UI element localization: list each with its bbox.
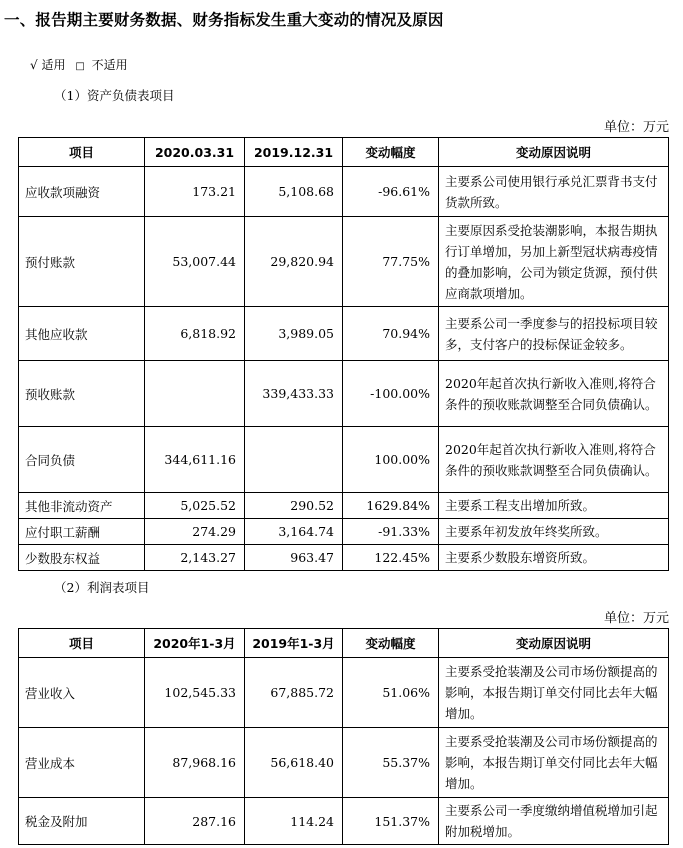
cell-item: 营业成本 <box>19 728 145 798</box>
cell-item: 少数股东权益 <box>19 545 145 571</box>
cell-item: 税金及附加 <box>19 798 145 845</box>
table-header-row <box>19 138 669 167</box>
cell-reason: 主要系少数股东增资所致。 <box>439 545 669 571</box>
header-previous: 2019年1-3月 <box>245 629 343 658</box>
cell-current: 5,025.52 <box>145 493 245 519</box>
checkmark-icon: √ <box>30 58 38 72</box>
applicability-options <box>30 56 128 73</box>
cell-change: -96.61% <box>343 167 439 217</box>
cell-previous: 5,108.68 <box>245 167 343 217</box>
applicable-label: 适用 <box>41 58 66 72</box>
table-row <box>19 545 669 571</box>
cell-current: 344,611.16 <box>145 427 245 493</box>
cell-previous: 114.24 <box>245 798 343 845</box>
table-header-row <box>19 629 669 658</box>
table-row <box>19 519 669 545</box>
cell-change: 51.06% <box>343 658 439 728</box>
cell-item: 其他非流动资产 <box>19 493 145 519</box>
cell-reason: 2020年起首次执行新收入准则,将符合条件的预收账款调整至合同负债确认。 <box>439 361 669 427</box>
cell-current: 102,545.33 <box>145 658 245 728</box>
checkbox-empty-icon: □ <box>75 61 85 72</box>
cell-current: 173.21 <box>145 167 245 217</box>
header-reason: 变动原因说明 <box>439 629 669 658</box>
cell-item: 应收款项融资 <box>19 167 145 217</box>
balance-sheet-table <box>18 137 669 571</box>
table-row <box>19 167 669 217</box>
cell-previous: 67,885.72 <box>245 658 343 728</box>
balance-sheet-subtitle: （1）资产负债表项目 <box>54 88 175 103</box>
table-row <box>19 217 669 307</box>
cell-item: 其他应收款 <box>19 307 145 361</box>
income-statement-table <box>18 628 669 845</box>
table-row <box>19 798 669 845</box>
cell-change: 151.37% <box>343 798 439 845</box>
cell-change: -100.00% <box>343 361 439 427</box>
cell-current: 87,968.16 <box>145 728 245 798</box>
header-item: 项目 <box>19 138 145 167</box>
cell-change: 70.94% <box>343 307 439 361</box>
table-row <box>19 658 669 728</box>
cell-previous: 963.47 <box>245 545 343 571</box>
table-row <box>19 307 669 361</box>
cell-previous: 3,989.05 <box>245 307 343 361</box>
cell-reason: 主要系受抢装潮及公司市场份额提高的影响，本报告期订单交付同比去年大幅增加。 <box>439 658 669 728</box>
table-row <box>19 728 669 798</box>
header-item: 项目 <box>19 629 145 658</box>
table-row <box>19 427 669 493</box>
cell-item: 营业收入 <box>19 658 145 728</box>
cell-previous: 3,164.74 <box>245 519 343 545</box>
cell-current: 6,818.92 <box>145 307 245 361</box>
cell-previous: 290.52 <box>245 493 343 519</box>
cell-current: 53,007.44 <box>145 217 245 307</box>
cell-reason: 主要系工程支出增加所致。 <box>439 493 669 519</box>
table-row <box>19 493 669 519</box>
cell-change: 55.37% <box>343 728 439 798</box>
cell-previous: 339,433.33 <box>245 361 343 427</box>
cell-change: -91.33% <box>343 519 439 545</box>
cell-change: 1629.84% <box>343 493 439 519</box>
cell-item: 预付账款 <box>19 217 145 307</box>
cell-reason: 主要系公司一季度缴纳增值税增加引起附加税增加。 <box>439 798 669 845</box>
cell-reason: 2020年起首次执行新收入准则,将符合条件的预收账款调整至合同负债确认。 <box>439 427 669 493</box>
cell-reason: 主要系公司使用银行承兑汇票背书支付货款所致。 <box>439 167 669 217</box>
cell-previous: 29,820.94 <box>245 217 343 307</box>
cell-change: 77.75% <box>343 217 439 307</box>
header-current: 2020.03.31 <box>145 138 245 167</box>
cell-current: 274.29 <box>145 519 245 545</box>
cell-reason: 主要原因系受抢装潮影响，本报告期执行订单增加，另加上新型冠状病毒疫情的叠加影响，公司为锁定货源，预付供应商款项增加。 <box>439 217 669 307</box>
income-statement-unit: 单位：万元 <box>603 611 669 626</box>
cell-change: 100.00% <box>343 427 439 493</box>
cell-current: 2,143.27 <box>145 545 245 571</box>
header-current: 2020年1-3月 <box>145 629 245 658</box>
cell-reason: 主要系公司一季度参与的招投标项目较多，支付客户的投标保证金较多。 <box>439 307 669 361</box>
cell-reason: 主要系年初发放年终奖所致。 <box>439 519 669 545</box>
header-previous: 2019.12.31 <box>245 138 343 167</box>
cell-current: 287.16 <box>145 798 245 845</box>
cell-item: 应付职工薪酬 <box>19 519 145 545</box>
cell-previous <box>245 427 343 493</box>
cell-reason: 主要系受抢装潮及公司市场份额提高的影响，本报告期订单交付同比去年大幅增加。 <box>439 728 669 798</box>
cell-item: 预收账款 <box>19 361 145 427</box>
table-row <box>19 361 669 427</box>
not-applicable-label: 不适用 <box>91 58 128 72</box>
cell-current <box>145 361 245 427</box>
page-heading: 一、报告期主要财务数据、财务指标发生重大变动的情况及原因 <box>4 11 444 29</box>
cell-item: 合同负债 <box>19 427 145 493</box>
income-statement-subtitle: （2）利润表项目 <box>54 580 150 595</box>
header-change: 变动幅度 <box>343 629 439 658</box>
header-reason: 变动原因说明 <box>439 138 669 167</box>
cell-previous: 56,618.40 <box>245 728 343 798</box>
balance-sheet-unit: 单位：万元 <box>603 120 669 135</box>
header-change: 变动幅度 <box>343 138 439 167</box>
cell-change: 122.45% <box>343 545 439 571</box>
